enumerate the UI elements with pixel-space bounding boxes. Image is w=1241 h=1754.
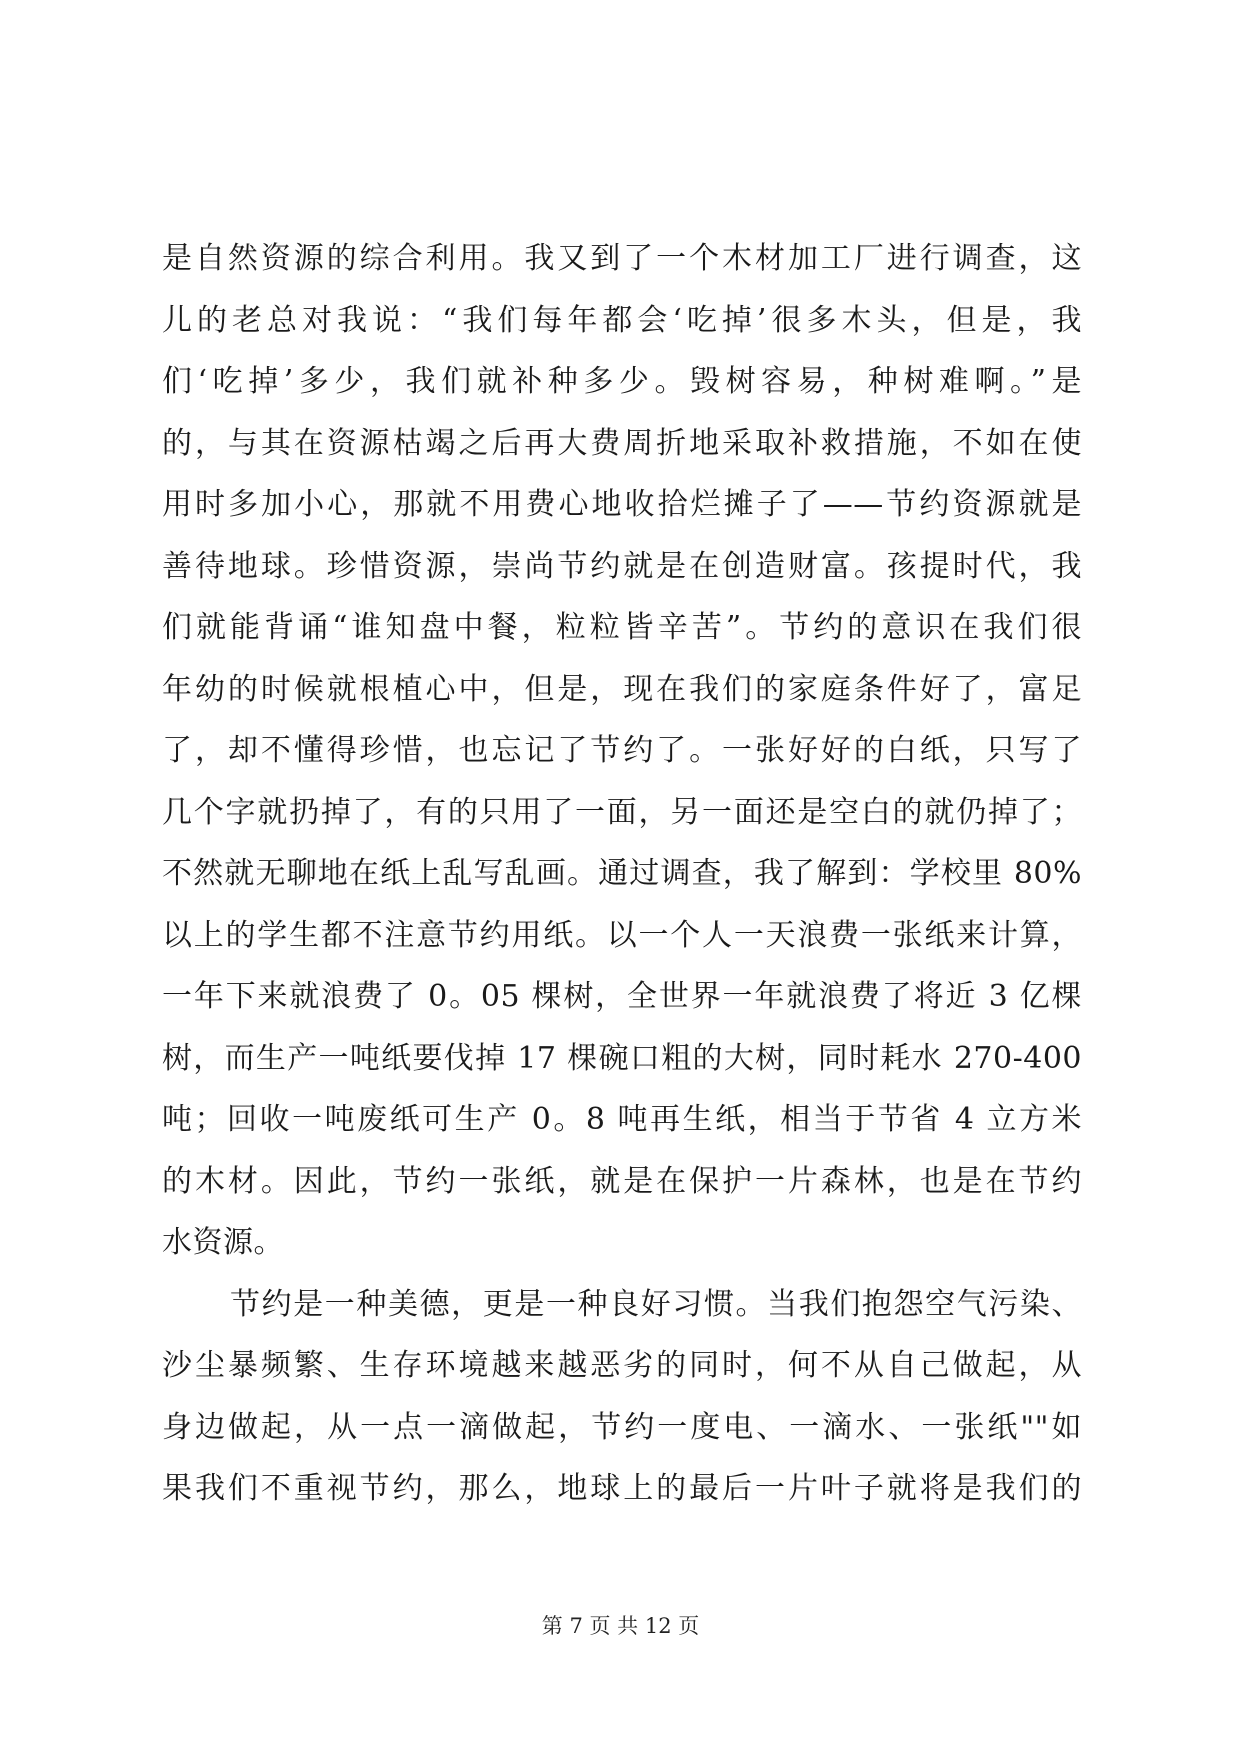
text-line: 们就能背诵“谁知盘中餐，粒粒皆辛苦”。节约的意识在我们很 bbox=[162, 610, 1082, 645]
body-text bbox=[162, 228, 1082, 1520]
text-line: 树，而生产一吨纸要伐掉 17 棵碗口粗的大树，同时耗水 270-400 bbox=[162, 1040, 1082, 1076]
text-line: 的，与其在资源枯竭之后再大费周折地采取补救措施，不如在使 bbox=[162, 425, 1082, 461]
text-line: 用时多加小心，那就不用费心地收拾烂摊子了——节约资源就是 bbox=[162, 487, 1082, 522]
text-line: 沙尘暴频繁、生存环境越来越恶劣的同时，何不从自己做起，从 bbox=[162, 1348, 1082, 1383]
text-line: 果我们不重视节约，那么，地球上的最后一片叶子就将是我们的 bbox=[162, 1471, 1082, 1506]
text-line: 善待地球。珍惜资源，崇尚节约就是在创造财富。孩提时代，我 bbox=[162, 548, 1082, 584]
text-line: 是自然资源的综合利用。我又到了一个木材加工厂进行调查，这 bbox=[162, 241, 1082, 276]
text-line: 吨；回收一吨废纸可生产 0。8 吨再生纸，相当于节省 4 立方米 bbox=[162, 1102, 1082, 1137]
text-line: 以上的学生都不注意节约用纸。以一个人一天浪费一张纸来计算， bbox=[162, 917, 1082, 953]
text-line: 了，却不懂得珍惜，也忘记了节约了。一张好好的白纸，只写了 bbox=[162, 733, 1082, 768]
text-line: 们‘吃掉’多少，我们就补种多少。毁树容易，种树难啊。”是 bbox=[162, 364, 1082, 399]
page-number-label: 第 7 页 共 12 页 bbox=[541, 1614, 700, 1638]
text-line: 的木材。因此，节约一张纸，就是在保护一片森林，也是在节约 bbox=[162, 1163, 1082, 1199]
text-line: 一年下来就浪费了 0。05 棵树，全世界一年就浪费了将近 3 亿棵 bbox=[162, 979, 1082, 1014]
text-line: 儿的老总对我说：“我们每年都会‘吃掉’很多木头，但是，我 bbox=[162, 302, 1082, 338]
page-footer bbox=[0, 1611, 1241, 1641]
text-line: 不然就无聊地在纸上乱写乱画。通过调查，我了解到：学校里 80% bbox=[162, 856, 1082, 891]
text-line: 几个字就扔掉了，有的只用了一面，另一面还是空白的就仍掉了； bbox=[162, 794, 1082, 830]
text-line: 水资源。 bbox=[162, 1225, 284, 1260]
text-line: 年幼的时候就根植心中，但是，现在我们的家庭条件好了，富足 bbox=[162, 671, 1082, 707]
text-line: 身边做起，从一点一滴做起，节约一度电、一滴水、一张纸""如 bbox=[162, 1409, 1082, 1445]
text-line: 节约是一种美德，更是一种良好习惯。当我们抱怨空气污染、 bbox=[230, 1286, 1082, 1322]
